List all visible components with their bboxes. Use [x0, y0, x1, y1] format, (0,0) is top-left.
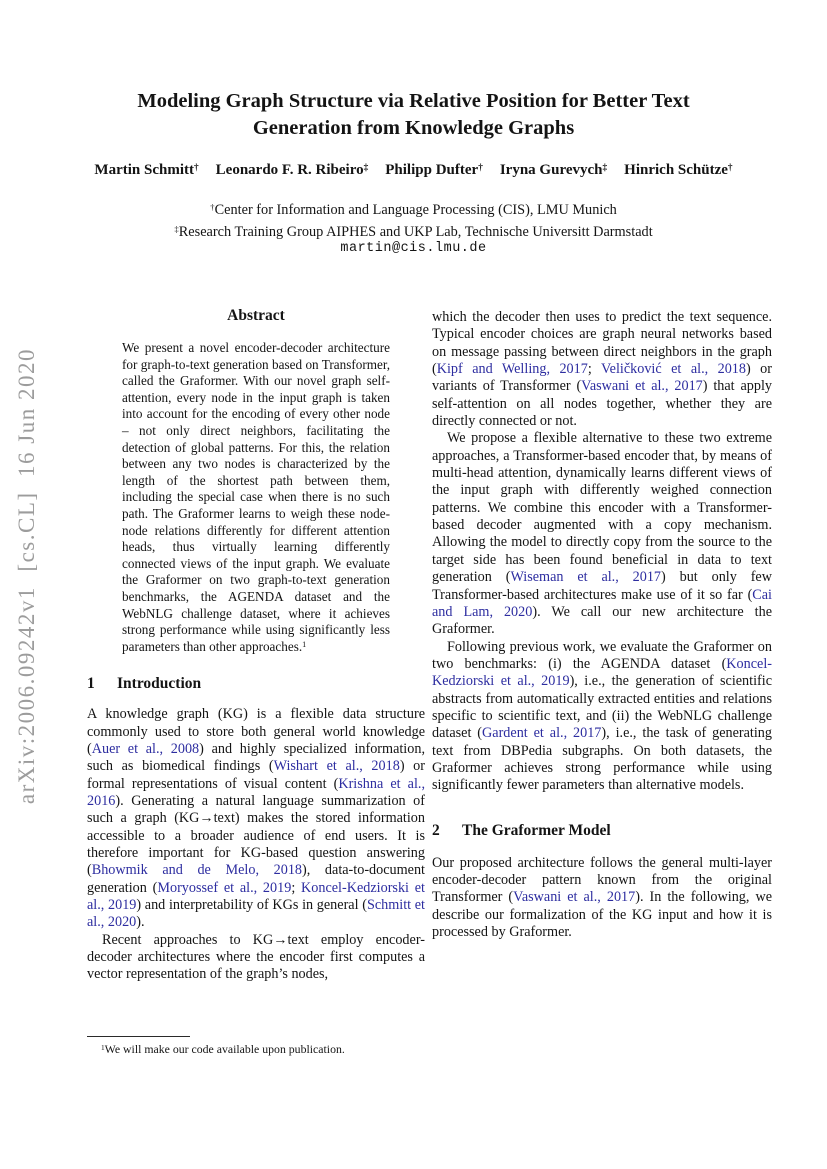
- text-segment: Following previous work, we evaluate the Graformer on two benchmarks: (i) the AGENDA dataset (: [432, 638, 772, 672]
- intro-paragraph-2: [87, 932, 425, 984]
- affiliation-line-1: [0, 200, 827, 222]
- text-segment: ). We call our new architecture the Graformer.: [432, 603, 773, 638]
- superscript-mark: †: [478, 162, 483, 173]
- paper-title-line-2: Generation from Knowledge Graphs: [252, 117, 575, 139]
- text-segment: Research Training Group AIPHES and UKP Lab, Technische Universitt Darmstadt: [178, 223, 653, 240]
- section-2-title: The Graformer Model: [462, 821, 611, 839]
- affiliation-line-2: [0, 222, 827, 244]
- body-paragraph-proposal: [432, 430, 772, 638]
- paper-title-line-1: Modeling Graph Structure via Relative Position for Better Text: [137, 90, 690, 112]
- text-segment: ) and highly specialized information, such as biomedical findings (: [87, 740, 425, 775]
- text-segment: ) or formal representations of visual content (: [87, 758, 425, 792]
- text-segment: We present a novel encoder-decoder architecture for graph-to-text generation based on Transformer, called the Graformer. With our novel graph self-attention, every node in the input graph is taken into account for the encoding of every other node – not only direct neighbors, facilitating the detection of global patterns. For this, the relation between any two nodes is characterized by the length of the shortest path between them, including the special case when there is no such path. The Graformer learns to weigh these node-node relations differently for different attention heads, thus virtually learning differently connected views of the input graph. We evaluate the Graformer on two graph-to-text generation benchmarks, the AGENDA dataset and the WebNLG challenge dataset, where it achieves strong performance while using significantly less parameters than other approaches.: [122, 340, 390, 654]
- text-segment: A knowledge graph (KG) is a flexible data structure commonly used to store both general world knowledge (: [87, 706, 425, 757]
- text-segment: Center for Information and Language Processing (CIS), LMU Munich: [214, 202, 617, 218]
- text-segment: Martin Schmitt: [94, 162, 194, 178]
- text-segment: which the decoder then uses to predict the text sequence. Typical encoder choices are graph neural networks based on message passing between direct neighbors in the graph (: [432, 309, 772, 378]
- text-segment: ). In the following, we describe our formalization of the KG input and how it is processed by Graformer.: [432, 889, 772, 940]
- text-segment: Philipp Dufter: [385, 162, 479, 178]
- citation-link[interactable]: Veličković et al., 2018: [601, 361, 746, 378]
- text-segment: Leonardo F. R. Ribeiro: [215, 162, 364, 178]
- abstract-body: [122, 340, 390, 657]
- text-segment: We propose a flexible alternative to these two extreme approaches, a Transformer-based encoder that, by means of multi-head attention, dynamically learns different views of the input graph with differently weighed connection patterns. We combine this encoder with a Transformer-based decoder augmented with a copy mechanism. Allowing the model to directly copy from the source to the target side has been found beneficial in data to text generation (: [432, 430, 772, 586]
- text-segment: ), data-to-document generation (: [87, 862, 425, 896]
- footnote-rule: [87, 1036, 190, 1037]
- text-segment: ;: [587, 361, 601, 378]
- citation-link[interactable]: Bhowmik and de Melo, 2018: [91, 862, 303, 879]
- text-segment: ) but only few Transformer-based architectures make use of it so far (: [432, 569, 772, 603]
- text-segment: ).: [136, 914, 145, 931]
- superscript-mark: ‡: [602, 162, 608, 173]
- section-1-heading: [87, 674, 425, 693]
- citation-link[interactable]: Krishna et al., 2016: [87, 775, 425, 809]
- body-paragraph-evaluation: [432, 639, 772, 795]
- abstract-heading: Abstract: [227, 307, 285, 324]
- citation-link[interactable]: Moryossef et al., 2019: [157, 879, 292, 896]
- text-segment: ), i.e., the generation of scientific abstracts from automatically extracted entities and relations specific to scientific text, and (ii) the WebNLG challenge dataset (: [432, 673, 772, 742]
- text-segment: Iryna Gurevych: [499, 162, 603, 178]
- footnote-text: [87, 1042, 425, 1058]
- footnote-block: [87, 1036, 425, 1058]
- text-segment: ). Generating a natural language summarization of such a graph (KG→text) makes the stored information accessible to a broader audience of end users. It is therefore important for KG-based question answering (: [87, 793, 425, 879]
- citation-link[interactable]: Gardent et al., 2017: [482, 725, 602, 742]
- citation-link[interactable]: Koncel-Kedziorski et al., 2019: [87, 879, 425, 914]
- text-segment: ), i.e., the task of generating text from DBPedia subgraphs. On both datasets, the Graformer achieves strong performance while using significantly fewer parameters than alternative models.: [432, 725, 772, 794]
- superscript-mark: 1: [302, 640, 307, 650]
- intro-paragraph-1: [87, 706, 425, 931]
- citation-link[interactable]: Vaswani et al., 2017: [513, 889, 636, 906]
- citation-link[interactable]: Wishart et al., 2018: [273, 758, 400, 775]
- text-segment: ) that apply self-attention on all nodes together, whether they are directly connected or not.: [432, 378, 772, 430]
- text-segment: ) or variants of Transformer (: [432, 361, 773, 395]
- footnote-mark: 1: [101, 1042, 105, 1052]
- section-2-number: 2: [432, 821, 440, 839]
- affiliations-block: [0, 200, 827, 243]
- contact-email[interactable]: martin@cis.lmu.de: [340, 241, 487, 256]
- section-2-heading: [432, 821, 772, 840]
- footnote-body: We will make our code available upon publication.: [104, 1042, 345, 1056]
- section-1-title: Introduction: [117, 675, 202, 693]
- column-left: [87, 307, 425, 984]
- superscript-mark: †: [727, 162, 733, 173]
- column-right: [432, 309, 772, 941]
- superscript-mark: †: [210, 202, 215, 213]
- citation-link[interactable]: Koncel-Kedziorski et al., 2019: [432, 655, 772, 690]
- text-segment: ) and interpretability of KGs in general (: [136, 897, 367, 914]
- text-segment: Hinrich Schütze: [624, 162, 728, 178]
- citation-link[interactable]: Wiseman et al., 2017: [510, 569, 662, 586]
- arxiv-watermark: arXiv:2006.09242v1 [cs.CL] 16 Jun 2020: [14, 348, 39, 805]
- superscript-mark: ‡: [363, 162, 369, 173]
- citation-link[interactable]: Cai and Lam, 2020: [432, 586, 772, 620]
- citation-link[interactable]: Auer et al., 2008: [91, 740, 200, 757]
- citation-link[interactable]: Schmitt et al., 2020: [87, 897, 425, 931]
- citation-link[interactable]: Vaswani et al., 2017: [581, 378, 703, 395]
- text-segment: Our proposed architecture follows the general multi-layer encoder-decoder pattern known from the original Transformer (: [432, 854, 772, 906]
- text-segment: ;: [291, 879, 302, 896]
- superscript-mark: †: [194, 162, 199, 173]
- authors-line: [0, 162, 827, 179]
- section-1-number: 1: [87, 675, 95, 693]
- superscript-mark: ‡: [174, 223, 179, 234]
- body-paragraph-continuation: [432, 309, 772, 430]
- citation-link[interactable]: Kipf and Welling, 2017: [436, 361, 588, 378]
- section-2-paragraph-1: [432, 855, 772, 942]
- text-segment: Recent approaches to KG→text employ encoder-decoder architectures where the encoder first computes a vector representation of the graph’s nodes,: [87, 931, 425, 983]
- paper-title: [0, 88, 827, 142]
